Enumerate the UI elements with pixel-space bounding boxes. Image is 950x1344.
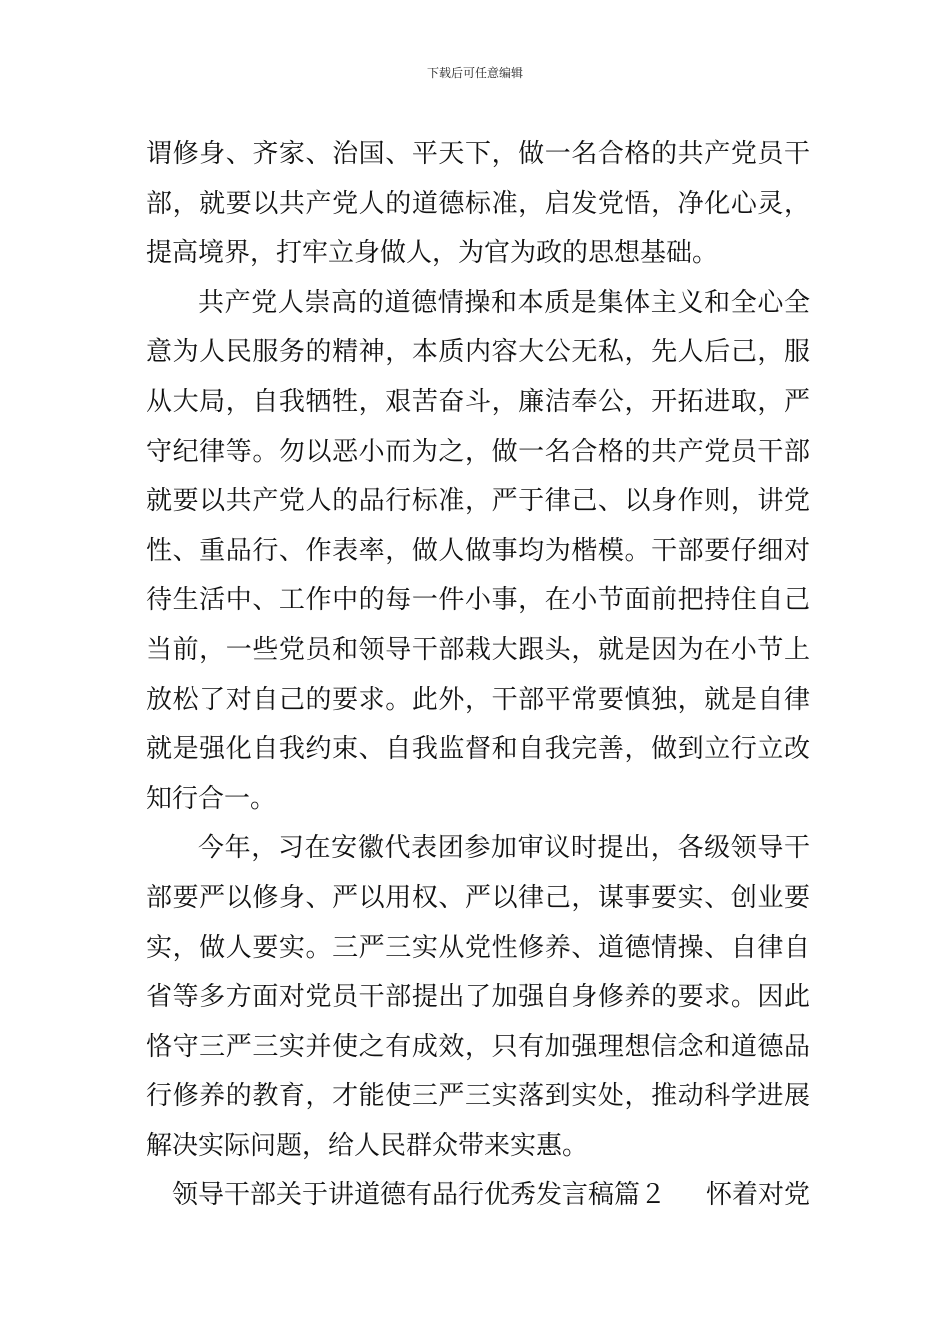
text-line: 部要严以修身、严以用权、严以律己，谋事要实、创业要: [146, 882, 810, 913]
text-line: 共产党人崇高的道德情操和本质是集体主义和全心全: [198, 287, 810, 318]
text-line: 恪守三严三实并使之有成效，只有加强理想信念和道德品: [146, 1031, 810, 1062]
text-line: 知行合一。: [146, 783, 277, 814]
text-line: 解决实际问题，给人民群众带来实惠。: [146, 1130, 589, 1161]
text-line: 待生活中、工作中的每一件小事，在小节面前把持住自己: [146, 585, 810, 616]
text-line: 谓修身、齐家、治国、平天下，做一名合格的共产党员干: [146, 139, 810, 169]
text-line: 守纪律等。勿以恶小而为之，做一名合格的共产党员干部: [146, 436, 810, 467]
text-line: 实，做人要实。三严三实从党性修养、道德情操、自律自: [146, 932, 810, 963]
text-line: 部，就要以共产党人的道德标准，启发党悟，净化心灵，: [146, 188, 810, 219]
text-line: 从大局，自我牺牲，艰苦奋斗，廉洁奉公，开拓进取，严: [146, 386, 810, 417]
text-line: 意为人民服务的精神，本质内容大公无私，先人后己，服: [146, 337, 810, 368]
text-line: 当前，一些党员和领导干部栽大跟头，就是因为在小节上: [146, 634, 810, 665]
text-line: 行修养的教育，才能使三严三实落到实处，推动科学进展: [146, 1081, 810, 1112]
page-header: 下载后可任意编辑: [426, 66, 523, 80]
text-line: 就是强化自我约束、自我监督和自我完善，做到立行立改: [146, 734, 810, 765]
text-line: 性、重品行、作表率，做人做事均为楷模。干部要仔细对: [146, 535, 810, 566]
section-heading-title: 领导干部关于讲道德有品行优秀发言稿篇２: [172, 1180, 667, 1211]
section-heading-line: [146, 1171, 810, 1221]
text-line: 省等多方面对党员干部提出了加强自身修养的要求。因此: [146, 982, 810, 1013]
text-line: 提高境界，打牢立身做人，为官为政的思想基础。: [146, 238, 719, 269]
document-body: [146, 130, 810, 1221]
text-line: 就要以共产党人的品行标准，严于律己、以身作则，讲党: [146, 486, 810, 517]
text-line: 放松了对自己的要求。此外，干部平常要慎独，就是自律: [146, 684, 810, 715]
section-heading-continuation: 怀着对党: [705, 1180, 810, 1211]
text-line: 今年，习在安徽代表团参加审议时提出，各级领导干: [198, 833, 810, 864]
